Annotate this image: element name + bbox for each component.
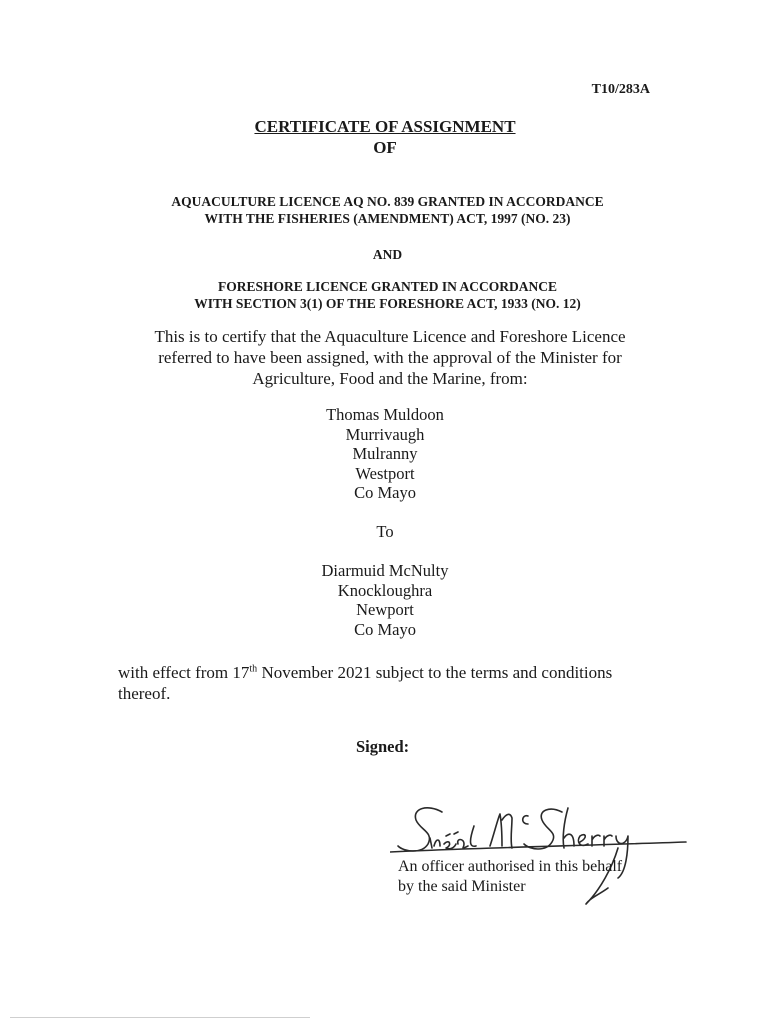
- foreshore-heading-line-2: WITH SECTION 3(1) OF THE FORESHORE ACT, 1933 (NO. 12): [194, 296, 581, 311]
- title-line-2: OF: [373, 138, 397, 157]
- and-label: AND: [372, 247, 403, 262]
- officer-line-2: by the said Minister: [398, 878, 526, 895]
- assignor-address: [0, 405, 770, 503]
- effect-line-2: thereof.: [118, 684, 171, 703]
- certify-paragraph: [110, 326, 670, 389]
- assignee-address-line: Co Mayo: [354, 619, 416, 639]
- aquaculture-heading: [0, 193, 770, 227]
- certify-line-2: referred to have been assigned, with the approval of the Minister for: [158, 348, 622, 367]
- certificate-title: [0, 116, 770, 158]
- to-label: To: [376, 522, 394, 541]
- title-line-1: CERTIFICATE OF ASSIGNMENT: [254, 117, 516, 136]
- assignee-address: [0, 561, 770, 639]
- officer-line-1: An officer authorised in this behalf: [398, 858, 623, 875]
- assignor-name: Thomas Muldoon: [326, 405, 444, 424]
- effect-suffix: November 2021 subject to the terms and conditions: [257, 663, 613, 682]
- signed-label: Signed:: [356, 737, 410, 756]
- assignor-address-line: Murrivaugh: [345, 424, 425, 444]
- effect-paragraph: [118, 662, 658, 704]
- scan-edge-line: [10, 1017, 310, 1018]
- assignor-address-line: Mulranny: [352, 444, 418, 463]
- certify-line-3: Agriculture, Food and the Marine, from:: [252, 369, 528, 388]
- assignor-address-line: Co Mayo: [354, 483, 416, 502]
- aquaculture-heading-line-1: AQUACULTURE LICENCE AQ NO. 839 GRANTED IN ACCORDANCE: [171, 194, 604, 209]
- effect-ordinal: th: [249, 663, 258, 675]
- certify-line-1: This is to certify that the Aquaculture Licence and Foreshore Licence: [154, 327, 626, 346]
- effect-prefix: with effect from 17: [118, 663, 250, 682]
- foreshore-heading: [0, 278, 770, 312]
- assignor-address-line: Westport: [355, 463, 415, 483]
- reference-number: T10/283A: [591, 82, 650, 97]
- assignee-address-line: Knockloughra: [337, 580, 433, 600]
- officer-authorisation: [398, 857, 658, 897]
- assignee-name: Diarmuid McNulty: [321, 561, 449, 580]
- foreshore-heading-line-1: FORESHORE LICENCE GRANTED IN ACCORDANCE: [217, 279, 558, 294]
- assignee-address-line: Newport: [356, 600, 414, 619]
- aquaculture-heading-line-2: WITH THE FISHERIES (AMENDMENT) ACT, 1997 (NO. 23): [204, 211, 571, 226]
